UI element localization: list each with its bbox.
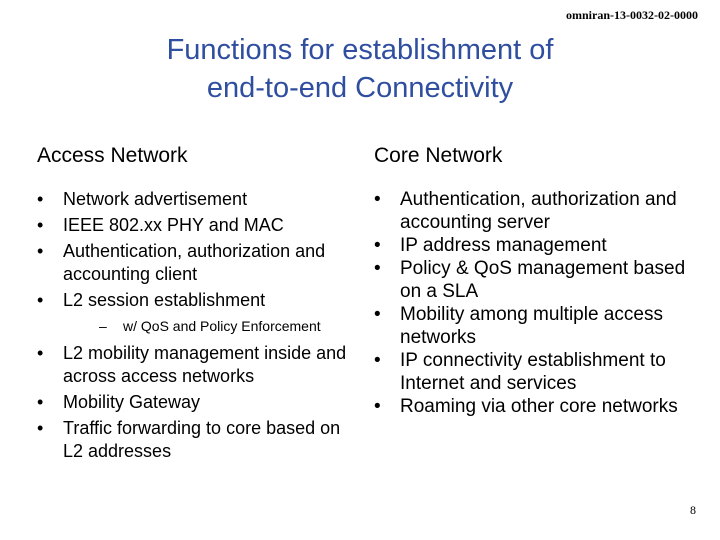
list-item (37, 342, 357, 388)
core-network-heading: Core Network (374, 144, 503, 167)
list-item (37, 417, 357, 463)
bullet-icon: • (374, 304, 381, 325)
list-item-text: Network advertisement (63, 189, 248, 209)
access-network-list (37, 188, 357, 463)
list-item (37, 391, 357, 414)
bullet-icon: • (37, 241, 44, 261)
list-item-text: IEEE 802.xx PHY and MAC (63, 215, 284, 235)
slide-title-line-2: end-to-end Connectivity (206, 72, 514, 104)
list-item (37, 214, 357, 237)
bullet-icon: • (374, 350, 381, 371)
bullet-icon: • (37, 343, 44, 363)
bullet-icon: • (37, 392, 44, 412)
bullet-icon: • (37, 418, 44, 438)
bullet-icon: • (37, 215, 44, 235)
access-network-heading: Access Network (37, 144, 188, 167)
list-item-text: Policy & QoS management based on a SLA (400, 258, 686, 302)
list-item (37, 240, 357, 286)
list-item-text: Mobility among multiple access networks (400, 304, 663, 348)
dash-icon: – (99, 318, 107, 334)
bullet-icon: • (374, 235, 381, 256)
page-number: 8 (690, 503, 696, 517)
bullet-icon: • (374, 189, 381, 210)
list-item (37, 289, 357, 336)
list-item (374, 188, 704, 234)
slide-title (0, 31, 720, 107)
bullet-icon: • (374, 258, 381, 279)
slide-title-line-1: Functions for establishment of (166, 34, 554, 66)
list-item (374, 349, 704, 395)
list-item-text: Authentication, authorization and accounting client (63, 241, 326, 284)
list-item-text: L2 session establishment (63, 290, 266, 310)
sub-list (63, 316, 357, 336)
list-item-text: Traffic forwarding to core based on L2 addresses (63, 418, 341, 461)
sub-list-item-text: w/ QoS and Policy Enforcement (123, 318, 321, 334)
list-item (374, 303, 704, 349)
list-item-text: Roaming via other core networks (400, 396, 678, 417)
document-id: omniran-13-0032-02-0000 (566, 8, 698, 22)
bullet-icon: • (37, 189, 44, 209)
list-item (37, 188, 357, 211)
list-item-text: IP address management (400, 235, 607, 256)
bullet-icon: • (37, 290, 44, 310)
list-item (374, 257, 704, 303)
bullet-icon: • (374, 396, 381, 417)
list-item (374, 234, 704, 257)
list-item (374, 395, 704, 418)
core-network-list (374, 188, 704, 418)
list-item-text: Mobility Gateway (63, 392, 201, 412)
list-item-text: Authentication, authorization and accounting server (400, 189, 677, 233)
access-network-column (37, 142, 357, 466)
list-item-text: IP connectivity establishment to Internet and services (400, 350, 666, 394)
sub-list-item (63, 316, 357, 336)
core-network-column (374, 142, 704, 418)
list-item-text: L2 mobility management inside and across access networks (63, 343, 347, 386)
